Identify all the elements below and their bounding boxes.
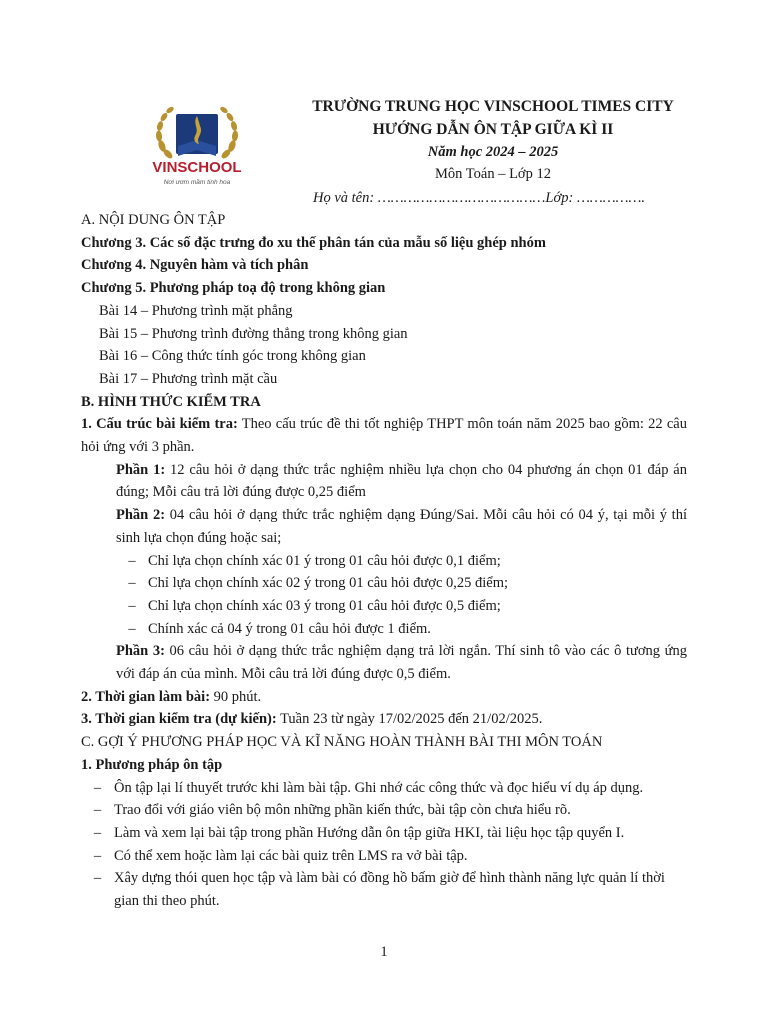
exam-schedule [81, 708, 687, 731]
list-item [81, 777, 687, 800]
list-item [81, 845, 687, 868]
chapter-3: Chương 3. Các số đặc trưng đo xu thế phân tán của mẫu số liệu ghép nhóm [81, 234, 546, 251]
subject-grade: Môn Toán – Lớp 12 [435, 166, 551, 182]
page-number: 1 [380, 944, 388, 960]
part-2-text: 04 câu hỏi ở dạng thức trắc nghiệm dạng Đúng/Sai. Mỗi câu hỏi có 04 ý, tại mỗi ý thí sinh lựa chọn đúng hoặc sai; [116, 507, 687, 546]
lesson-14: Bài 14 – Phương trình mặt phẳng [99, 302, 293, 319]
study-tip-3: Làm và xem lại bài tập trong phần Hướng dẫn ôn tập giữa HKI, tài liệu học tập quyển I. [114, 824, 625, 841]
svg-text:Nơi ươm mầm tinh hoa: Nơi ươm mầm tinh hoa [163, 179, 231, 186]
dash-bullet: – [93, 870, 102, 887]
part-1 [81, 459, 687, 504]
exam-structure [81, 413, 687, 458]
part-2-item-2: Chỉ lựa chọn chính xác 02 ý trong 01 câu hỏi được 0,25 điểm; [148, 575, 509, 592]
part-2 [81, 504, 687, 549]
section-c-heading: C. GỢI Ý PHƯƠNG PHÁP HỌC VÀ KĨ NĂNG HOÀN THÀNH BÀI THI MÔN TOÁN [81, 734, 603, 751]
document-body [81, 209, 687, 913]
study-tip-5: Xây dựng thói quen học tập và làm bài có đồng hồ bấm giờ để hình thành năng lực quản lí thời gian thi theo phút. [114, 870, 665, 910]
part-2-item-3: Chỉ lựa chọn chính xác 03 ý trong 01 câu hỏi được 0,5 điểm; [148, 597, 501, 614]
svg-text:VINSCHOOL: VINSCHOOL [152, 159, 242, 176]
dash-bullet: – [128, 575, 136, 592]
vinschool-logo [148, 100, 246, 190]
school-name: TRƯỜNG TRUNG HỌC VINSCHOOL TIMES CITY [312, 98, 674, 115]
part-2-label: Phần 2: [116, 507, 166, 524]
part-2-item-1: Chỉ lựa chọn chính xác 01 ý trong 01 câu hỏi được 0,1 điểm; [148, 552, 501, 569]
section-b-heading: B. HÌNH THỨC KIỂM TRA [81, 393, 261, 410]
chapter-5: Chương 5. Phương pháp toạ độ trong không gian [81, 280, 386, 297]
section-a-heading: A. NỘI DUNG ÔN TẬP [81, 212, 226, 228]
part-1-text: 12 câu hỏi ở dạng thức trắc nghiệm nhiều lựa chọn cho 04 phương án chọn 01 đáp án đúng; Mỗi câu trả lời đúng được 0,25 điểm [116, 461, 687, 501]
exam-duration-label: 2. Thời gian làm bài: [81, 688, 211, 705]
list-item [81, 550, 687, 573]
lesson-16: Bài 16 – Công thức tính góc trong không gian [99, 348, 366, 365]
part-3-label: Phần 3: [116, 643, 165, 660]
part-1-label: Phần 1: [116, 461, 166, 478]
list-item [81, 867, 687, 912]
document-header [300, 96, 686, 186]
dash-bullet: – [93, 779, 102, 796]
exam-structure-label: 1. Cấu trúc bài kiểm tra: [81, 416, 238, 433]
laurel-book-emblem-icon [148, 100, 246, 190]
list-item [81, 822, 687, 845]
dash-bullet: – [93, 824, 102, 841]
exam-structure-text: Theo cấu trúc đề thi tốt nghiệp THPT môn toán năm 2025 bao gồm: 22 câu hỏi ứng với 3 phần. [81, 416, 687, 456]
list-item [81, 595, 687, 618]
document-title: HƯỚNG DẪN ÔN TẬP GIỮA KÌ II [372, 121, 614, 138]
dash-bullet: – [128, 597, 136, 614]
part-3-text: 06 câu hỏi ở dạng thức trắc nghiệm dạng trả lời ngắn. Thí sinh tô vào các ô tương ứng với đáp án của mình. Mỗi câu trả lời đúng được 0,5 điểm. [116, 643, 687, 683]
list-item [81, 799, 687, 822]
dash-bullet: – [93, 802, 102, 819]
exam-duration [81, 686, 687, 709]
list-item [81, 618, 687, 641]
exam-schedule-text: Tuần 23 từ ngày 17/02/2025 đến 21/02/2025. [276, 711, 543, 728]
lesson-17: Bài 17 – Phương trình mặt cầu [99, 370, 278, 387]
school-year: Năm học 2024 – 2025 [427, 144, 559, 160]
study-tip-1: Ôn tập lại lí thuyết trước khi làm bài tập. Ghi nhớ các công thức và đọc hiểu ví dụ áp dụng. [114, 779, 644, 796]
list-item [81, 572, 687, 595]
part-3 [81, 640, 687, 685]
dash-bullet: – [93, 847, 102, 864]
study-tip-4: Có thể xem hoặc làm lại các bài quiz trên LMS ra vở bài tập. [114, 847, 468, 864]
exam-schedule-label: 3. Thời gian kiểm tra (dự kiến): [81, 711, 277, 728]
chapter-4: Chương 4. Nguyên hàm và tích phân [81, 257, 309, 274]
dash-bullet: – [128, 552, 136, 569]
dash-bullet: – [128, 620, 136, 637]
lesson-15: Bài 15 – Phương trình đường thẳng trong không gian [99, 325, 408, 342]
part-2-item-4: Chính xác cả 04 ý trong 01 câu hỏi được 1 điểm. [148, 620, 431, 637]
study-tip-2: Trao đổi với giáo viên bộ môn những phần kiến thức, bài tập còn chưa hiểu rõ. [114, 802, 571, 819]
exam-duration-text: 90 phút. [210, 688, 262, 705]
study-method-heading: 1. Phương pháp ôn tập [81, 756, 223, 773]
student-name-class-line: Họ và tên: …………………………………Lớp: ……………. [313, 190, 646, 206]
